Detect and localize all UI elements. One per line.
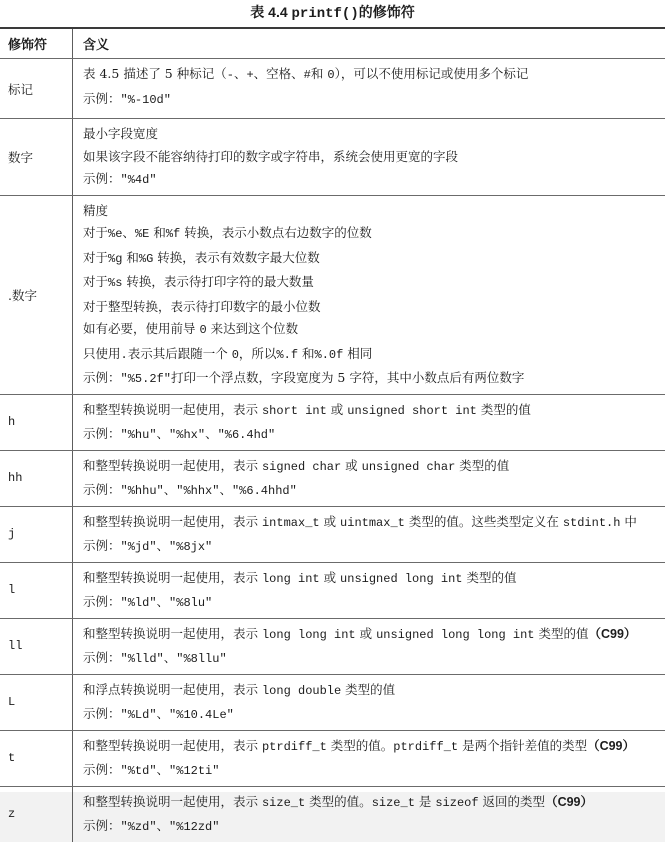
code-text: "%8jx" [169, 540, 213, 554]
meaning-text: 、 [156, 594, 170, 609]
code-text: unsigned char [361, 459, 456, 474]
code-text: "%8lu" [169, 596, 213, 610]
title-text: 表 4.4 [250, 3, 288, 20]
meaning-text: 或 [326, 401, 348, 417]
cell-line [83, 366, 661, 391]
cell-line [83, 295, 661, 318]
code-text: "%10.4Le" [169, 708, 234, 722]
meaning-text: 和 [310, 66, 328, 81]
code-text: - [226, 68, 234, 82]
meaning-text: 或 [341, 457, 362, 473]
meaning-text: 示例： [83, 171, 121, 186]
modifier-label: h [8, 415, 16, 429]
cell-line [83, 758, 661, 783]
meaning-text: 和整型转换说明一起使用，表示 [83, 401, 262, 417]
meaning-text: 示例： [83, 706, 121, 721]
meaning-text: 最小字段宽度 [83, 126, 159, 141]
meaning-cell [73, 675, 665, 730]
meaning-text: 和整型转换说明一起使用，表示 [83, 457, 262, 473]
cell-line [83, 398, 661, 423]
table-row [0, 59, 665, 119]
code-text: "%4d" [120, 173, 157, 187]
meaning-text: 来达到这个位数 [206, 321, 299, 336]
meaning-text: 和 [149, 225, 166, 240]
meaning-text: 对于整型转换，表示待打印数字的最小位数 [83, 298, 321, 314]
cell-line [83, 814, 661, 839]
code-text: "%8llu" [176, 652, 227, 666]
meaning-text: 、 [156, 538, 170, 553]
meaning-text: 和整型转换说明一起使用，表示 [83, 513, 262, 529]
meaning-text: 精度 [83, 202, 109, 218]
modifier-cell [0, 395, 73, 450]
cell-line [83, 122, 661, 145]
code-text: %g [108, 251, 123, 266]
cell-line [83, 478, 661, 503]
meaning-text: 转换，表示小数点右边数字的位数 [180, 225, 372, 240]
modifier-label: 标记 [8, 81, 34, 97]
code-text: size_t [371, 795, 415, 810]
code-text: "%12zd" [169, 820, 220, 834]
code-text: %E [134, 227, 150, 241]
meaning-text: 和浮点转换说明一起使用，表示 [83, 681, 262, 697]
cell-line [83, 678, 661, 703]
meaning-text: 示例： [83, 538, 121, 553]
meaning-text: 示例： [83, 762, 121, 777]
code-text: # [303, 68, 311, 82]
cell-line [83, 734, 661, 759]
code-text: "%td" [120, 764, 157, 778]
code-text: "%hu" [120, 428, 157, 442]
code-text: %e [108, 227, 123, 241]
meaning-text: 或 [355, 625, 377, 641]
table-row [0, 507, 665, 563]
code-text: size_t [261, 795, 306, 810]
table-row [0, 196, 665, 395]
code-text: printf() [291, 5, 359, 22]
meaning-text: 如有必要，使用前导 [83, 321, 200, 336]
code-text: 0 [231, 347, 239, 362]
cell-line [83, 422, 661, 447]
meaning-text: 、 [219, 482, 232, 497]
meaning-cell [73, 451, 665, 506]
code-text: "%-10d" [120, 92, 171, 107]
cell-line [83, 199, 661, 222]
cell-line [83, 622, 661, 647]
meaning-text: 类型的值 [462, 569, 517, 585]
code-text: sizeof [435, 795, 479, 810]
code-text: uintmax_t [340, 515, 405, 530]
code-text: "%ld" [120, 596, 157, 610]
meaning-text: 中 [620, 513, 637, 529]
meaning-text: 示例： [83, 90, 121, 106]
table-row [0, 787, 665, 842]
meaning-text: 返回的类型 [478, 793, 546, 809]
code-text: 0 [199, 323, 207, 337]
modifier-cell [0, 196, 73, 394]
meaning-cell [73, 59, 665, 118]
cell-line [83, 702, 661, 727]
modifier-cell [0, 675, 73, 730]
table-caption [0, 0, 665, 27]
meaning-text: 相同 [343, 345, 373, 361]
meaning-text: 如果该字段不能容纳待打印的数字或字符串，系统会使用更宽的字段 [83, 148, 459, 164]
meaning-text: 或 [319, 569, 341, 585]
cell-line [83, 317, 661, 342]
cell-line [83, 87, 661, 112]
table-row [0, 451, 665, 507]
cell-line [83, 454, 661, 479]
table-row [0, 119, 665, 196]
meaning-text: 、 [156, 426, 170, 441]
meaning-text: 示例： [83, 818, 121, 833]
meaning-text: 示例： [83, 594, 121, 609]
meaning-text: 、 [163, 482, 177, 497]
meaning-cell [73, 507, 665, 562]
modifier-label: j [8, 527, 16, 541]
cell-line [83, 646, 661, 671]
table-row [0, 395, 665, 451]
cell-line [83, 221, 661, 246]
table-row [0, 675, 665, 731]
meaning-text: 、 [156, 818, 170, 833]
modifier-cell [0, 507, 73, 562]
code-text: "%zd" [120, 820, 157, 834]
meaning-text: 表示其后跟随一个 [127, 345, 232, 361]
modifier-cell [0, 119, 73, 195]
meaning-text: 和整型转换说明一起使用，表示 [83, 737, 262, 753]
code-text: signed char [261, 459, 342, 474]
meaning-text: 转换，表示待打印字符的最大数量 [122, 274, 314, 289]
meaning-text: 是 [414, 793, 436, 809]
meaning-text: 类型的值 [476, 401, 531, 417]
code-text: long int [261, 571, 320, 586]
code-text: "%jd" [120, 540, 157, 554]
cell-line [83, 246, 661, 271]
modifier-cell [0, 619, 73, 674]
meaning-text: 示例： [83, 482, 121, 497]
meaning-text: 、 [233, 66, 247, 81]
meaning-cell [73, 119, 665, 195]
modifier-cell [0, 787, 73, 842]
cell-line [83, 62, 661, 87]
code-text: . [120, 347, 128, 362]
meaning-cell [73, 787, 665, 842]
code-text: "%hx" [169, 428, 206, 442]
code-text: "%12ti" [169, 764, 220, 778]
meaning-text: 类型的值 [341, 681, 396, 697]
meaning-text: 是两个指针差值的类型 [458, 737, 588, 753]
meaning-text: （C99） [588, 626, 637, 641]
modifier-label: 数字 [8, 149, 34, 165]
cell-line [83, 270, 661, 295]
modifier-cell [0, 731, 73, 786]
code-text: stdint.h [562, 515, 621, 530]
header-meaning: 含义 [83, 37, 110, 52]
code-text: intmax_t [261, 515, 320, 530]
meaning-text: 和整型转换说明一起使用，表示 [83, 625, 262, 641]
cell-line [83, 145, 661, 168]
cell-line [83, 534, 661, 559]
modifier-label: l [8, 583, 16, 597]
cell-line [83, 342, 661, 367]
meaning-text: 对于 [83, 249, 109, 265]
meaning-text: 、 [205, 426, 218, 441]
meaning-text: 示例： [83, 426, 121, 441]
meaning-text: 打印一个浮点数，字段宽度为 5 字符，其中小数点后有两位数字 [170, 370, 525, 385]
code-text: "%6.4hd" [217, 428, 276, 442]
meaning-text: 和 [298, 345, 315, 361]
table-header-row [0, 29, 665, 59]
code-text: ptrdiff_t [261, 739, 327, 754]
meaning-text: 示例： [83, 650, 121, 665]
code-text: "%6.4hhd" [231, 484, 297, 498]
meaning-cell [73, 395, 665, 450]
modifier-cell [0, 451, 73, 506]
code-text: "%hhx" [176, 484, 220, 498]
code-text: %G [138, 251, 154, 266]
meaning-text: 对于 [83, 225, 109, 240]
modifier-label: t [8, 751, 16, 765]
code-text: "%lld" [120, 652, 164, 666]
meaning-text: 、 [156, 706, 170, 721]
meaning-cell [73, 731, 665, 786]
code-text: 0 [327, 68, 335, 82]
cell-line [83, 790, 661, 815]
meaning-text: ），可以不使用标记或使用多个标记 [334, 66, 529, 81]
cell-line [83, 566, 661, 591]
modifier-label: ll [8, 639, 23, 653]
code-text: "%hhu" [120, 484, 164, 498]
meaning-text: 只使用 [83, 345, 121, 361]
code-text: %.0f [314, 347, 344, 362]
meaning-text: 对于 [83, 274, 109, 289]
code-text: unsigned long int [340, 571, 463, 586]
code-text: long long int [261, 627, 356, 642]
cell-line [83, 590, 661, 615]
modifier-label: hh [8, 471, 23, 485]
code-text: "%5.2f" [120, 372, 171, 386]
table-title [250, 2, 414, 22]
code-text: long double [261, 683, 342, 698]
meaning-text: 类型的值。这些类型定义在 [404, 513, 563, 529]
code-text: "%Ld" [120, 708, 157, 722]
table-row [0, 619, 665, 675]
meaning-text: 表 4.5 描述了 5 种标记（ [83, 66, 227, 81]
meaning-text: 、空格、 [253, 66, 304, 81]
meaning-text: （C99） [545, 794, 593, 809]
code-text: unsigned short int [347, 403, 477, 418]
meaning-text: 、 [122, 225, 135, 240]
table-row [0, 731, 665, 787]
cell-line [83, 510, 661, 535]
meaning-text: 、 [156, 762, 170, 777]
code-text: unsigned long long int [376, 627, 535, 642]
meaning-text: 、 [163, 650, 177, 665]
code-text: + [246, 68, 254, 82]
meaning-text: 和 [122, 249, 139, 265]
table-row [0, 563, 665, 619]
code-text: %.f [276, 347, 299, 362]
meaning-text: 类型的值 [534, 625, 589, 641]
meaning-cell [73, 619, 665, 674]
meaning-text: ，所以 [238, 345, 277, 361]
code-text: %f [165, 227, 181, 241]
code-text: short int [261, 403, 327, 418]
header-modifier: 修饰符 [0, 29, 73, 58]
meaning-text: 和整型转换说明一起使用，表示 [83, 793, 262, 809]
cell-line [83, 167, 661, 192]
meaning-text: 类型的值。 [326, 737, 394, 753]
modifier-cell [0, 563, 73, 618]
modifier-label: L [8, 695, 16, 709]
code-text: ptrdiff_t [393, 739, 459, 754]
printf-modifiers-table [0, 27, 665, 842]
title-text: 的修饰符 [358, 3, 415, 20]
meaning-text: 示例： [83, 370, 121, 385]
meaning-text: 转换，表示有效数字最大位数 [153, 249, 320, 265]
meaning-text: 和整型转换说明一起使用，表示 [83, 569, 262, 585]
meaning-text: 类型的值 [455, 457, 510, 473]
meaning-cell [73, 563, 665, 618]
modifier-label: z [8, 807, 16, 821]
meaning-text: 或 [319, 513, 341, 529]
code-text: %s [108, 276, 123, 290]
meaning-text: （C99） [587, 738, 636, 753]
modifier-cell [0, 59, 73, 118]
modifier-label: .数字 [8, 287, 37, 303]
meaning-text: 类型的值。 [305, 793, 372, 809]
meaning-cell [73, 196, 665, 394]
